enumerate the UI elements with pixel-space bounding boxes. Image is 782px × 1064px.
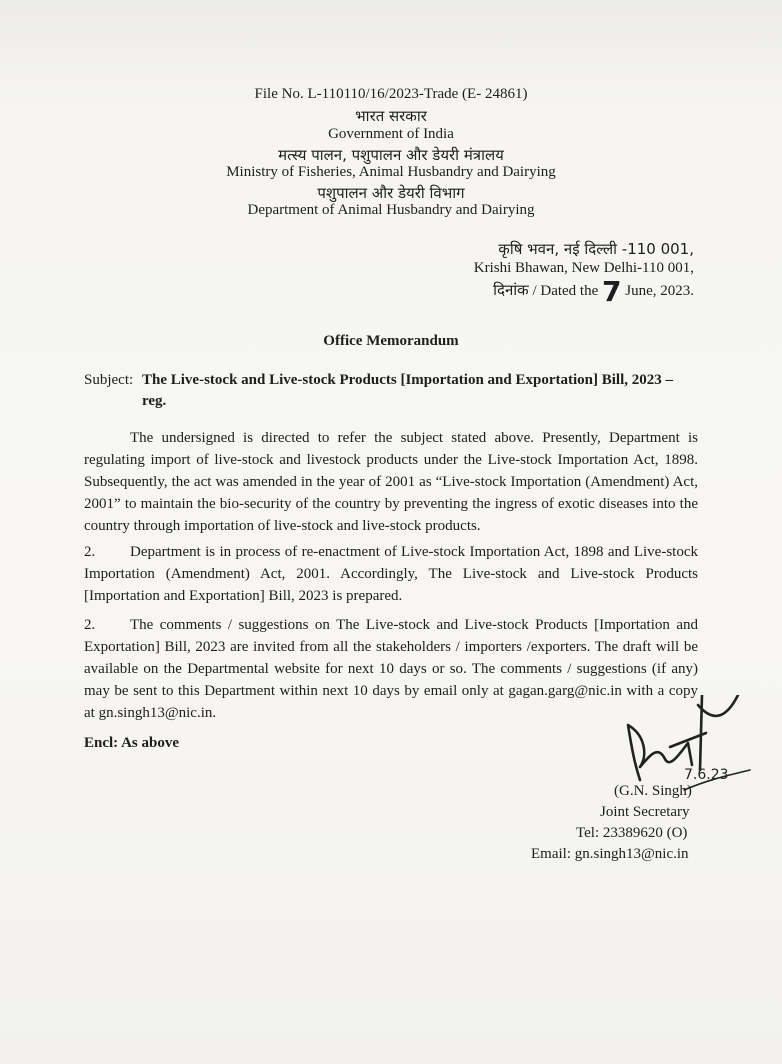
subject-line-1: The Live-stock and Live-stock Products [Importation and Exportation] Bill, 2023 – (142, 372, 673, 388)
file-number: File No. L-110110/16/2023-Trade (E- 24861) (254, 86, 528, 102)
paragraph-3-text: The comments / suggestions on The Live-stock and Live-stock Products [Importation and Exportation] Bill, 2023 are invited from all the stakeholders / importers /exporters. The draft will be available on the Departmental website for next 10 days or so. The comments / suggestions (if any) may be sent to this Department within next 10 days by email only at gagan.garg@nic.in with a copy at gn.singh13@nic.in. (84, 617, 698, 721)
signatory-telephone: Tel: 23389620 (O) (576, 825, 688, 841)
department-name-english: Department of Animal Husbandry and Dairying (247, 202, 535, 218)
signatory-email: Email: gn.singh13@nic.in (531, 846, 689, 862)
signatory-designation: Joint Secretary (600, 804, 690, 820)
paragraph-1: The undersigned is directed to refer the subject stated above. Presently, Department is regulating import of live-stock and livestock products under the Live-stock Importation Act, 1898. Subsequently, the act was amended in the year of 2001 as “Live-stock Importation (Amendment) Act, 2001” to maintain the bio-security of the country by preventing the ingress of exotic diseases into the country through importation of live-stock and live-stock products. (84, 430, 698, 534)
govt-name-english: Government of India (328, 126, 454, 142)
ministry-name-english: Ministry of Fisheries, Animal Husbandry and Dairying (226, 164, 556, 180)
handwritten-signature (610, 695, 760, 795)
paragraph-2-text: Department is in process of re-enactment of Live-stock Importation Act, 1898 and Live-stock Importation (Amendment) Act, 2001. Accordingly, The Live-stock and Live-stock Products [Importation and Exportation] Bill, 2023 is prepared. (84, 544, 698, 604)
paragraph-3 (84, 614, 698, 724)
date-prefix-hindi: दिनांक (493, 281, 529, 299)
department-name-hindi: पशुपालन और डेयरी विभाग (317, 184, 465, 202)
address-english: Krishi Bhawan, New Delhi-110 001, (473, 260, 694, 276)
paragraph-2-number: 2. (84, 544, 96, 560)
govt-name-hindi: भारत सरकार (355, 107, 427, 125)
ministry-name-hindi: मत्स्य पालन, पशुपालन और डेयरी मंत्रालय (278, 146, 504, 164)
date-month-year: June, 2023. (625, 283, 694, 299)
date-label: / Dated the (532, 283, 599, 299)
paragraph-2 (84, 541, 698, 607)
paragraph-3-number: 2. (84, 617, 96, 633)
signatory-name: (G.N. Singh) (614, 783, 692, 799)
subject-label: Subject: (84, 372, 134, 388)
signature-date: 7.6.23 (684, 767, 729, 783)
dated-line (493, 275, 694, 308)
date-day-handwritten: 7 (602, 275, 622, 308)
memo-title: Office Memorandum (323, 333, 459, 349)
enclosure-note: Encl: As above (84, 735, 180, 751)
subject-line-2: reg. (142, 393, 167, 409)
address-hindi: कृषि भवन, नई दिल्ली -110 001, (498, 240, 694, 258)
